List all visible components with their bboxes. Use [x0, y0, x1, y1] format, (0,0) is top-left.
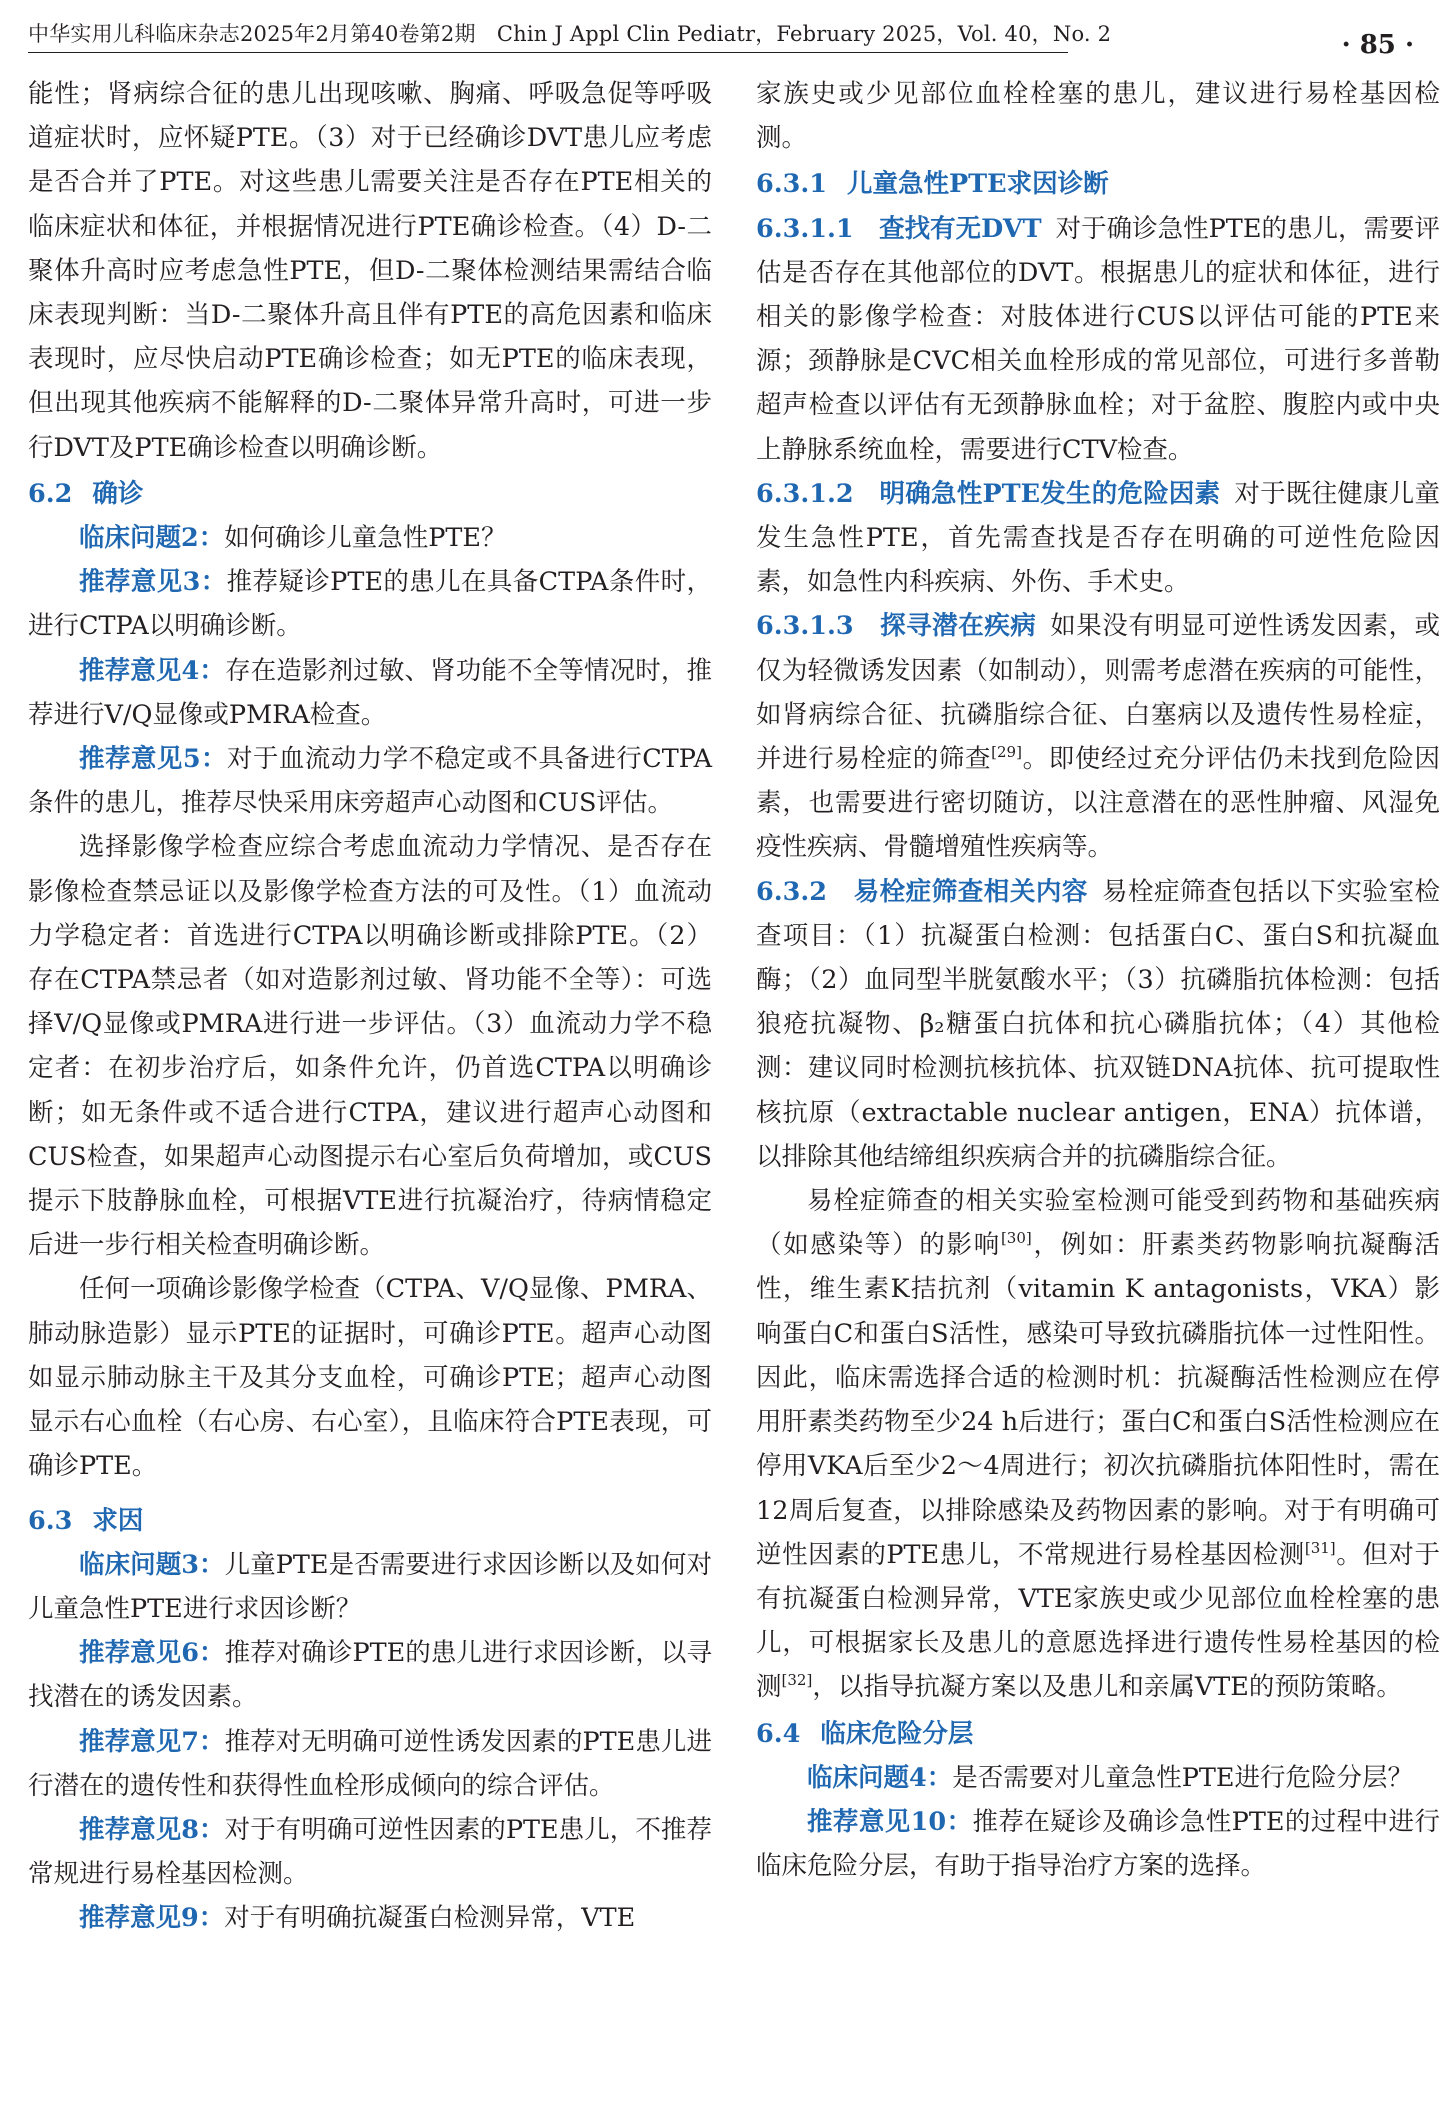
subsection-6-3-1-3	[756, 604, 1440, 869]
question-label: 临床问题3：	[79, 1549, 225, 1580]
paragraph: 任何一项确诊影像学检查（CTPA、V/Q显像、PMRA、肺动脉造影）显示PTE的证据时，可确诊PTE。超声心动图如显示肺动脉主干及其分支血栓，可确诊PTE；超声心动图显示右心血栓（右心房、右心室），且临床符合PTE表现，可确诊PTE。	[28, 1274, 712, 1482]
citation-30[interactable]: [30]	[1000, 1229, 1032, 1248]
recommendation-text: 推荐对确诊PTE的患儿进行求因诊断，以寻找潜在的诱发因素。	[28, 1638, 712, 1713]
question-text: 是否需要对儿童急性PTE进行危险分层？	[952, 1762, 1414, 1793]
recommendation-text: 推荐疑诊PTE的患儿在具备CTPA条件时，进行CTPA以明确诊断。	[28, 567, 712, 642]
recommendation-text: 对于有明确抗凝蛋白检测异常，VTE	[224, 1903, 636, 1934]
paragraph: 选择影像学检查应综合考虑血流动力学情况、是否存在影像检查禁忌证以及影像学检查方法的可及性。（1）血流动力学稳定者：首选进行CTPA以明确诊断或排除PTE。（2）存在CTPA禁忌者（如对造影剂过敏、肾功能不全等）：可选择V/Q显像或PMRA进行进一步评估。（3）血流动力学不稳定者：在初步治疗后，如条件允许，仍首选CTPA以明确诊断；如无条件或不适合进行CTPA，建议进行超声心动图和CUS检查，如果超声心动图提示右心室后负荷增加，或CUS提示下肢静脉血栓，可根据VTE进行抗凝治疗，待病情稳定后进一步行相关检查明确诊断。	[28, 832, 712, 1261]
subsection-6-3-1-1	[756, 207, 1440, 472]
paragraph: 能性；肾病综合征的患儿出现咳嗽、胸痛、呼吸急促等呼吸道症状时，应怀疑PTE。（3）对于已经确诊DVT患儿应考虑是否合并了PTE。对这些患儿需要关注是否存在PTE相关的临床症状和体征，并根据情况进行PTE确诊检查。（4）D-二聚体升高时应考虑急性PTE，但D-二聚体检测结果需结合临床表现判断：当D-二聚体升高且伴有PTE的高危因素和临床表现时，应尽快启动PTE确诊检查；如无PTE的临床表现，但出现其他疾病不能解释的D-二聚体异常升高时，可进一步行DVT及PTE确诊检查以明确诊断。	[28, 79, 712, 463]
journal-running-head: 中华实用儿科临床杂志2025年2月第40卷第2期 Chin J Appl Clin Pediatr，February 2025，Vol. 40，No. 2	[28, 22, 1112, 46]
recommendation-4	[28, 649, 712, 737]
subsection-6-3-1-2	[756, 472, 1440, 605]
recommendation-label: 推荐意见4：	[79, 655, 226, 686]
recommendation-text: 推荐对无明确可逆性诱发因素的PTE患儿进行潜在的遗传性和获得性血栓形成倾向的综合评估。	[28, 1726, 712, 1801]
clinical-question-2	[28, 516, 712, 560]
recommendation-text: 对于血流动力学不稳定或不具备进行CTPA条件的患儿，推荐尽快采用床旁超声心动图和CUS评估。	[28, 744, 712, 819]
subsection-6-3-2	[756, 870, 1440, 1179]
subsection-text: 对于确诊急性PTE的患儿，需要评估是否存在其他部位的DVT。根据患儿的症状和体征，进行相关的影像学检查：对肢体进行CUS以评估可能的PTE来源；颈静脉是CVC相关血栓形成的常见部位，可进行多普勒超声检查以评估有无颈静脉血栓；对于盆腔、腹腔内或中央上静脉系统血栓，需要进行CTV检查。	[756, 213, 1440, 465]
text-run: ，例如：肝素类药物影响抗凝酶活性，维生素K拮抗剂（vitamin K antagonists，VKA）影响蛋白C和蛋白S活性，感染可导致抗磷脂抗体一过性阳性。因此，临床需选择合适的检测时机：抗凝酶活性检测应在停用肝素类药物至少24 h后进行；蛋白C和蛋白S活性检测应在停用VKA后至少2～4周进行；初次抗磷脂抗体阳性时，需在12周后复查，以排除感染及药物因素的影响。对于有明确可逆性因素的PTE患儿，不常规进行易栓基因检测	[756, 1230, 1440, 1570]
section-number: 6.4	[756, 1718, 801, 1749]
recommendation-8	[28, 1808, 712, 1896]
spacer	[28, 1489, 712, 1497]
section-number: 6.3.1	[756, 169, 827, 200]
left-column	[28, 72, 712, 1941]
recommendation-text: 对于有明确可逆性因素的PTE患儿，不推荐常规进行易栓基因检测。	[28, 1814, 712, 1890]
question-text: 儿童PTE是否需要进行求因诊断以及如何对儿童急性PTE进行求因诊断？	[28, 1549, 712, 1624]
recommendation-label: 推荐意见8：	[79, 1814, 225, 1845]
question-text: 如何确诊儿童急性PTE？	[224, 523, 507, 554]
subsection-label: 6.3.2 易栓症筛查相关内容	[756, 876, 1088, 907]
question-label: 临床问题2：	[79, 523, 225, 554]
recommendation-label: 推荐意见5：	[79, 744, 227, 775]
recommendation-text: 存在造影剂过敏、肾功能不全等情况时，推荐进行V/Q显像或PMRA检查。	[28, 655, 712, 730]
section-heading-6-2	[28, 472, 712, 516]
subsection-text: 易栓症筛查包括以下实验室检查项目：（1）抗凝蛋白检测：包括蛋白C、蛋白S和抗凝血酶；（2）血同型半胱氨酸水平；（3）抗磷脂抗体检测：包括狼疮抗凝物、β₂糖蛋白抗体和抗心磷脂抗体；（4）其他检测：建议同时检测抗核抗体、抗双链DNA抗体、抗可提取性核抗原（extractable nuclear antigen，ENA）抗体谱，以排除其他结缔组织疾病合并的抗磷脂综合征。	[756, 876, 1440, 1172]
section-number: 6.3	[28, 1505, 73, 1536]
recommendation-text: 推荐在疑诊及确诊急性PTE的过程中进行临床危险分层，有助于指导治疗方案的选择。	[756, 1806, 1440, 1882]
paragraph	[756, 1179, 1440, 1709]
paragraph: 家族史或少见部位血栓栓塞的患儿，建议进行易栓基因检测。	[756, 79, 1440, 154]
recommendation-label: 推荐意见9：	[79, 1903, 225, 1934]
subsection-label: 6.3.1.2 明确急性PTE发生的危险因素	[756, 478, 1221, 509]
recommendation-label: 推荐意见6：	[79, 1638, 225, 1669]
recommendation-3	[28, 560, 712, 648]
recommendation-label: 推荐意见7：	[79, 1726, 225, 1757]
section-title: 确诊	[92, 478, 144, 509]
recommendation-9	[28, 1896, 712, 1940]
text-run: 。但对于有抗凝蛋白检测异常，VTE家族史或少见部位血栓栓塞的患儿，可根据家长及患儿的意愿选择进行遗传性易栓基因的检测	[756, 1539, 1440, 1703]
subsection-label: 6.3.1.1 查找有无DVT	[756, 213, 1042, 244]
clinical-question-3	[28, 1543, 712, 1631]
section-number: 6.2	[28, 478, 73, 509]
section-heading-6-3	[28, 1499, 712, 1543]
text-run: ，以指导抗凝方案以及患儿和亲属VTE的预防策略。	[812, 1672, 1402, 1703]
subsection-text: 对于既往健康儿童发生急性PTE，首先需查找是否存在明确的可逆性危险因素，如急性内科疾病、外伤、手术史。	[756, 478, 1440, 598]
citation-29[interactable]: [29]	[991, 743, 1022, 762]
right-column	[756, 72, 1440, 1888]
recommendation-6	[28, 1631, 712, 1719]
recommendation-label: 推荐意见3：	[79, 567, 227, 598]
text-run: 易栓症筛查的相关实验室检测可能受到药物和基础疾病（如感染等）的影响	[756, 1186, 1440, 1261]
recommendation-5	[28, 737, 712, 825]
citation-32[interactable]: [32]	[781, 1671, 813, 1690]
question-label: 临床问题4：	[807, 1762, 953, 1793]
section-title: 儿童急性PTE求因诊断	[846, 169, 1109, 200]
section-heading-6-4	[756, 1712, 1440, 1756]
running-header	[28, 18, 1428, 60]
citation-31[interactable]: [31]	[1304, 1538, 1336, 1557]
section-title: 求因	[92, 1505, 144, 1536]
subsection-label: 6.3.1.3 探寻潜在疾病	[756, 611, 1037, 642]
recommendation-label: 推荐意见10：	[807, 1806, 973, 1837]
subsection-text: 。即使经过充分评估仍未找到危险因素，也需要进行密切随访，以注意潜在的恶性肿瘤、风湿免疫性疾病、骨髓增殖性疾病等。	[756, 744, 1440, 863]
clinical-question-4	[756, 1756, 1440, 1800]
section-heading-6-3-1	[756, 162, 1440, 206]
recommendation-10	[756, 1800, 1440, 1888]
header-rule	[28, 52, 1068, 53]
section-title: 临床危险分层	[820, 1718, 974, 1749]
subsection-text: 如果没有明显可逆性诱发因素，或仅为轻微诱发因素（如制动），则需考虑潜在疾病的可能性，如肾病综合征、抗磷脂综合征、白塞病以及遗传性易栓症，并进行易栓症的筛查	[756, 611, 1440, 775]
page-number: · 85 ·	[1341, 30, 1414, 60]
recommendation-7	[28, 1720, 712, 1808]
